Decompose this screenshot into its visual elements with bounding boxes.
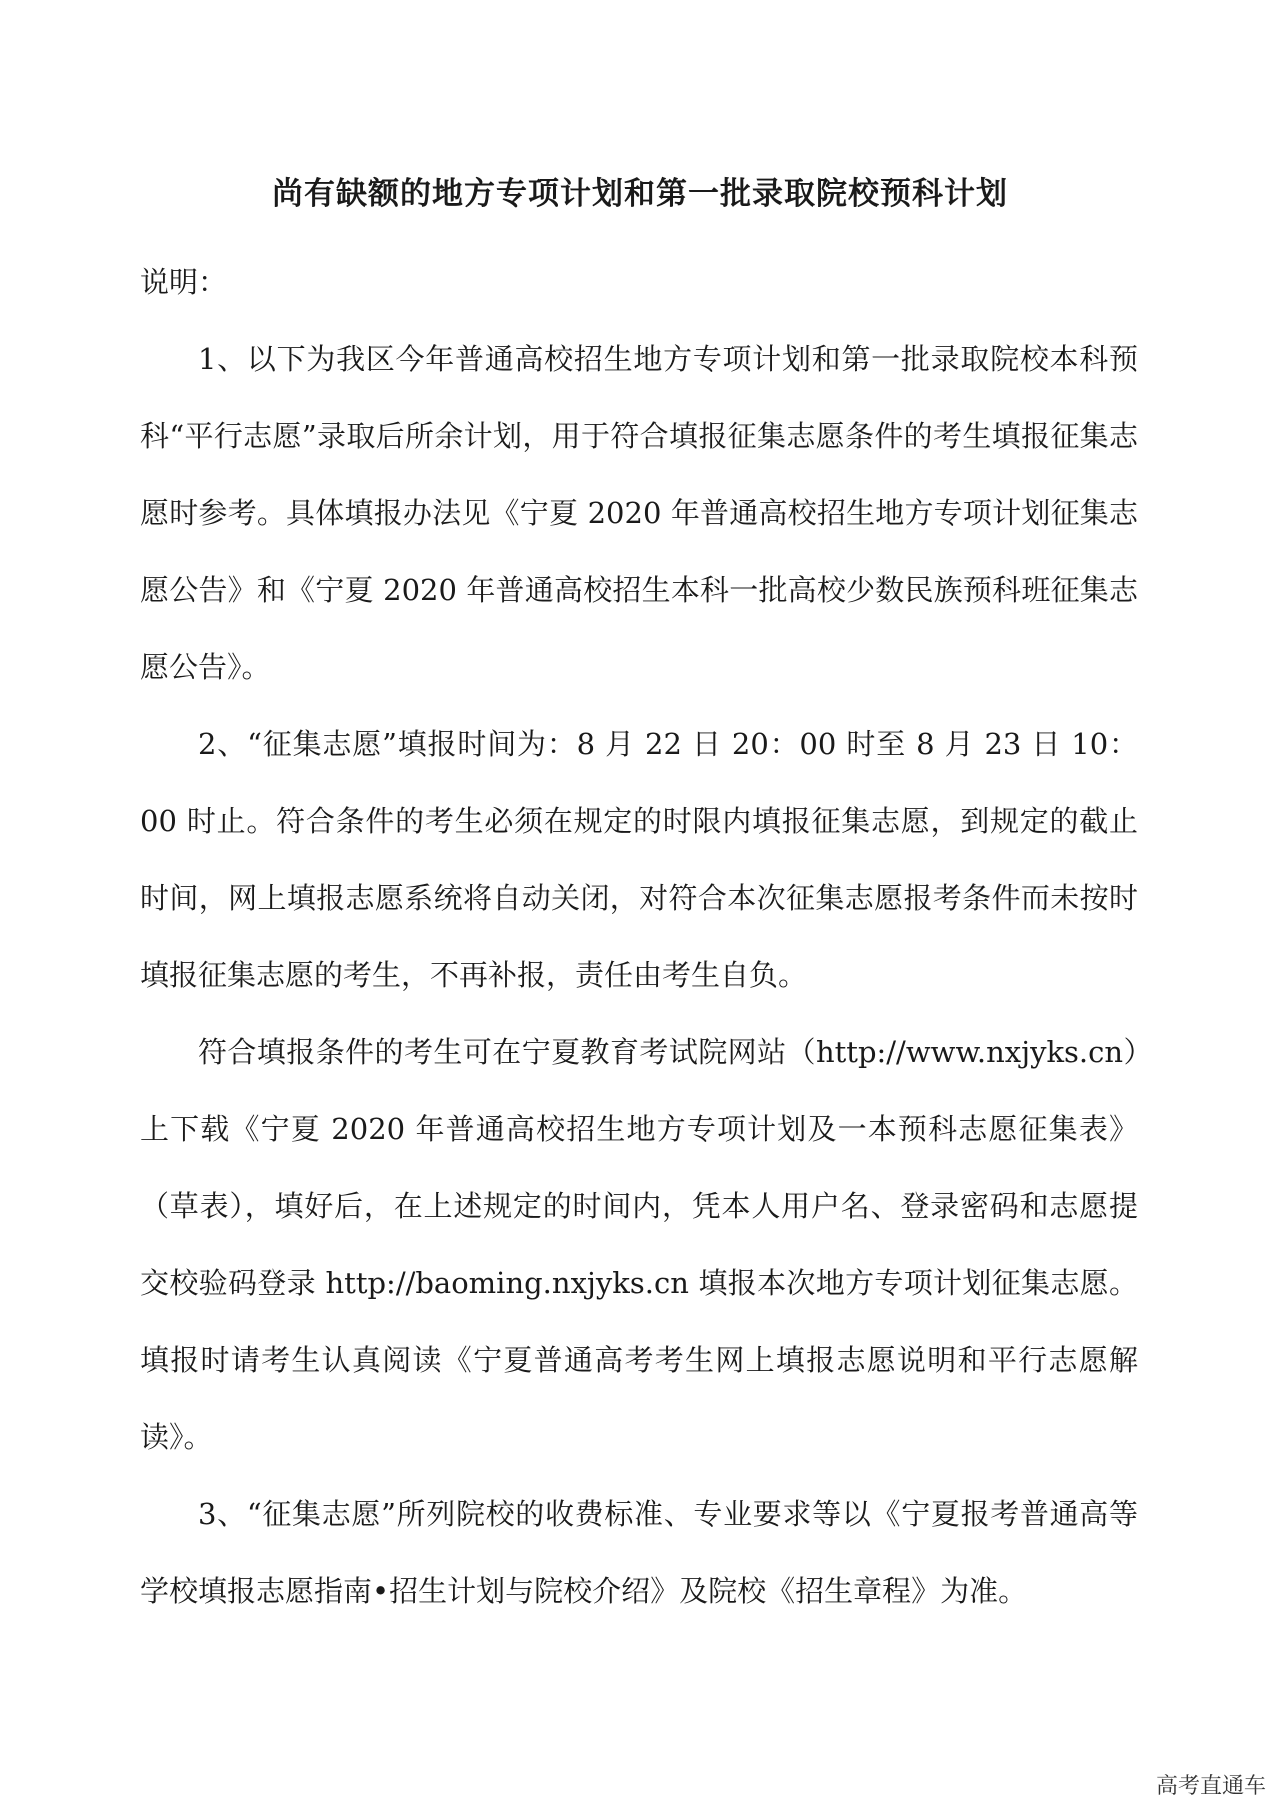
paragraph-4: 3、“征集志愿”所列院校的收费标准、专业要求等以《宁夏报考普通高等学校填报志愿指南•招生计划与院校介绍》及院校《招生章程》为准。 [140,1497,1138,1608]
watermark-text: 高考直通车 [1155,1774,1266,1799]
document-title: 尚有缺额的地方专项计划和第一批录取院校预科计划 [272,176,1008,212]
document-body [140,244,1138,1630]
paragraph-1: 1、以下为我区今年普通高校招生地方专项计划和第一批录取院校本科预科“平行志愿”录取后所余计划，用于符合填报征集志愿条件的考生填报征集志愿时参考。具体填报办法见《宁夏 2020 年普通高校招生地方专项计划征集志愿公告》和《宁夏 2020 年普通高校招生本科一批高校少数民族预科班征集志愿公告》。 [140,342,1138,684]
notes-heading: 说明： [140,265,228,299]
paragraph-3: 符合填报条件的考生可在宁夏教育考试院网站（http://www.nxjyks.cn）上下载《宁夏 2020 年普通高校招生地方专项计划及一本预科志愿征集表》（草表），填好后，在上述规定的时间内，凭本人用户名、登录密码和志愿提交校验码登录 http://baoming.nxjyks.cn 填报本次地方专项计划征集志愿。填报时请考生认真阅读《宁夏普通高考考生网上填报志愿说明和平行志愿解读》。 [140,1035,1138,1454]
paragraph-2: 2、“征集志愿”填报时间为：8 月 22 日 20：00 时至 8 月 23 日 10：00 时止。符合条件的考生必须在规定的时限内填报征集志愿，到规定的截止时间，网上填报志愿系统将自动关闭，对符合本次征集志愿报考条件而未按时填报征集志愿的考生，不再补报，责任由考生自负。 [140,727,1138,992]
